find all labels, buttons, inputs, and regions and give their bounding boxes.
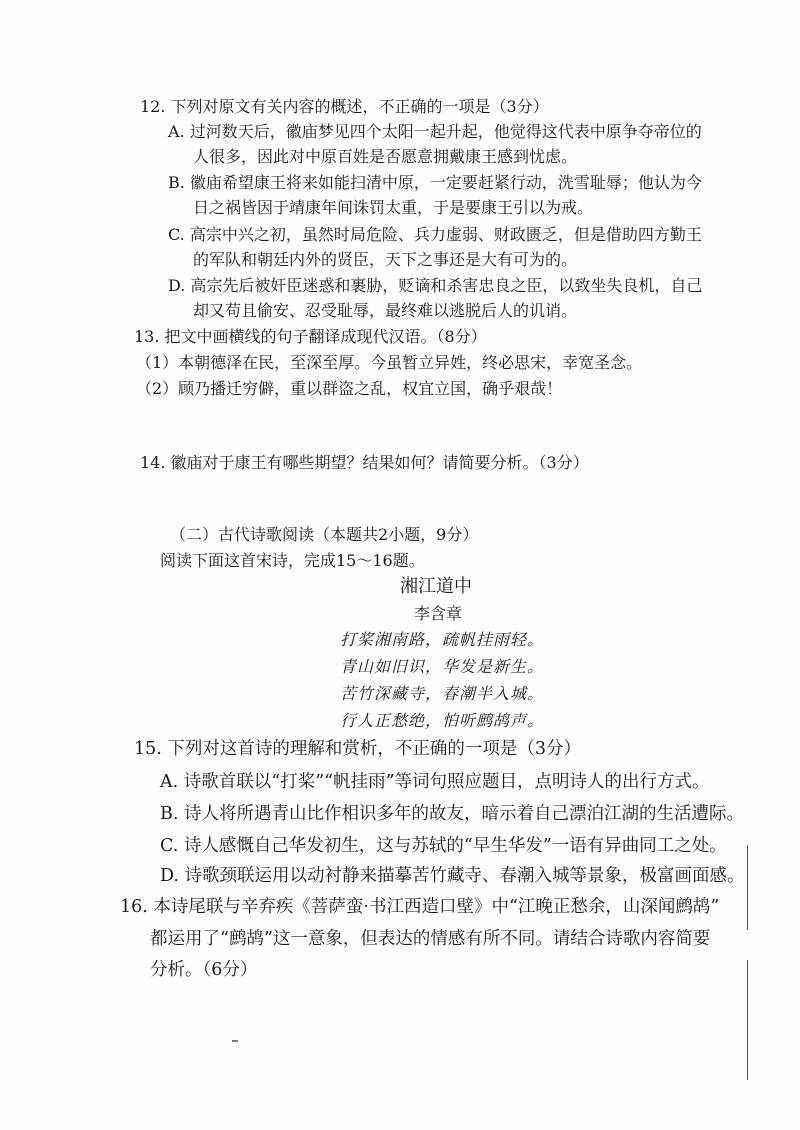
q12-option-a-line1: A. 过河数天后，徽庙梦见四个太阳一起升起，他觉得这代表中原争夺帝位的: [168, 122, 702, 141]
q15-option-d: D. 诗歌颈联运用以动衬静来描摹苦竹藏寺、春潮入城等景象，极富画面感。: [160, 866, 745, 886]
q15-stem: 15. 下列对这首诗的理解和赏析，不正确的一项是（3分）: [134, 739, 582, 759]
poem-line-1: 打桨湘南路，疏帆挂雨轻。: [340, 630, 545, 649]
scan-edge-mark-upper: [747, 845, 748, 930]
q12-option-c-line1: C. 高宗中兴之初，虽然时局危险、兵力虚弱、财政匮乏，但是借助四方勤王: [168, 225, 702, 244]
poem-line-2: 青山如旧识，华发是新生。: [340, 657, 545, 676]
q15-option-c: C. 诗人感慨自己华发初生，这与苏轼的“早生华发”一语有异曲同工之处。: [160, 836, 727, 856]
q16-line-3: 分析。（6分）: [150, 960, 258, 980]
q15-option-a: A. 诗歌首联以“打桨”“帆挂雨”等词句照应题目，点明诗人的出行方式。: [160, 772, 710, 792]
q12-option-a-line2: 人很多，因此对中原百姓是否愿意拥戴康王感到忧虑。: [193, 147, 578, 166]
q16-line-1: 16. 本诗尾联与辛弃疾《菩萨蛮·书江西造口壁》中“江晚正愁余，山深闻鹧鸪”: [120, 897, 720, 917]
q12-option-d-line1: D. 高宗先后被奸臣迷惑和裹胁，贬谪和杀害忠良之臣，以致坐失良机，自己: [168, 276, 703, 295]
scan-edge-mark-lower: [747, 960, 748, 1080]
q12-option-b-line2: 日之祸皆因于靖康年间诛罚太重，于是要康王引以为戒。: [193, 198, 594, 217]
poem-line-4: 行人正愁绝，怕听鹧鸪声。: [340, 711, 545, 730]
q13-sentence-2: （2）顾乃播迁穷僻，重以群盗之乱，权宜立国，确乎艰哉！: [136, 379, 563, 398]
poem-author: 李含章: [414, 604, 463, 623]
q13-stem: 13. 把文中画横线的句子翻译成现代汉语。（8分）: [134, 327, 487, 346]
poem-line-3: 苦竹深藏寺，春潮半入城。: [340, 684, 545, 703]
q12-stem: 12. 下列对原文有关内容的概述，不正确的一项是（3分）: [140, 97, 549, 116]
poem-title: 湘江道中: [400, 576, 472, 597]
q15-option-b: B. 诗人将所遇青山比作相识多年的故友，暗示着自己漂泊江湖的生活遭际。: [160, 804, 744, 824]
q13-sentence-1: （1）本朝德泽在民，至深至厚。今虽暂立异姓，终必思宋，幸宽圣念。: [136, 353, 643, 372]
section2-intro: 阅读下面这首宋诗，完成15～16题。: [160, 551, 425, 570]
q14-stem: 14. 徽庙对于康王有哪些期望？结果如何？请简要分析。（3分）: [140, 453, 589, 472]
q12-option-b-line1: B. 徽庙希望康王将来如能扫清中原，一定要赶紧行动，洗雪耻辱；他认为今: [168, 173, 702, 192]
scan-speck: [232, 1040, 238, 1042]
q12-option-d-line2: 却又苟且偷安、忍受耻辱，最终难以逃脱后人的讥诮。: [193, 301, 578, 320]
section2-heading: （二）古代诗歌阅读（本题共2小题，9分）: [170, 525, 479, 544]
q16-line-2: 都运用了“鹧鸪”这一意象，但表达的情感有所不同。请结合诗歌内容简要: [150, 929, 711, 949]
q12-option-c-line2: 的军队和朝廷内外的贤臣，天下之事还是大有可为的。: [193, 250, 578, 269]
